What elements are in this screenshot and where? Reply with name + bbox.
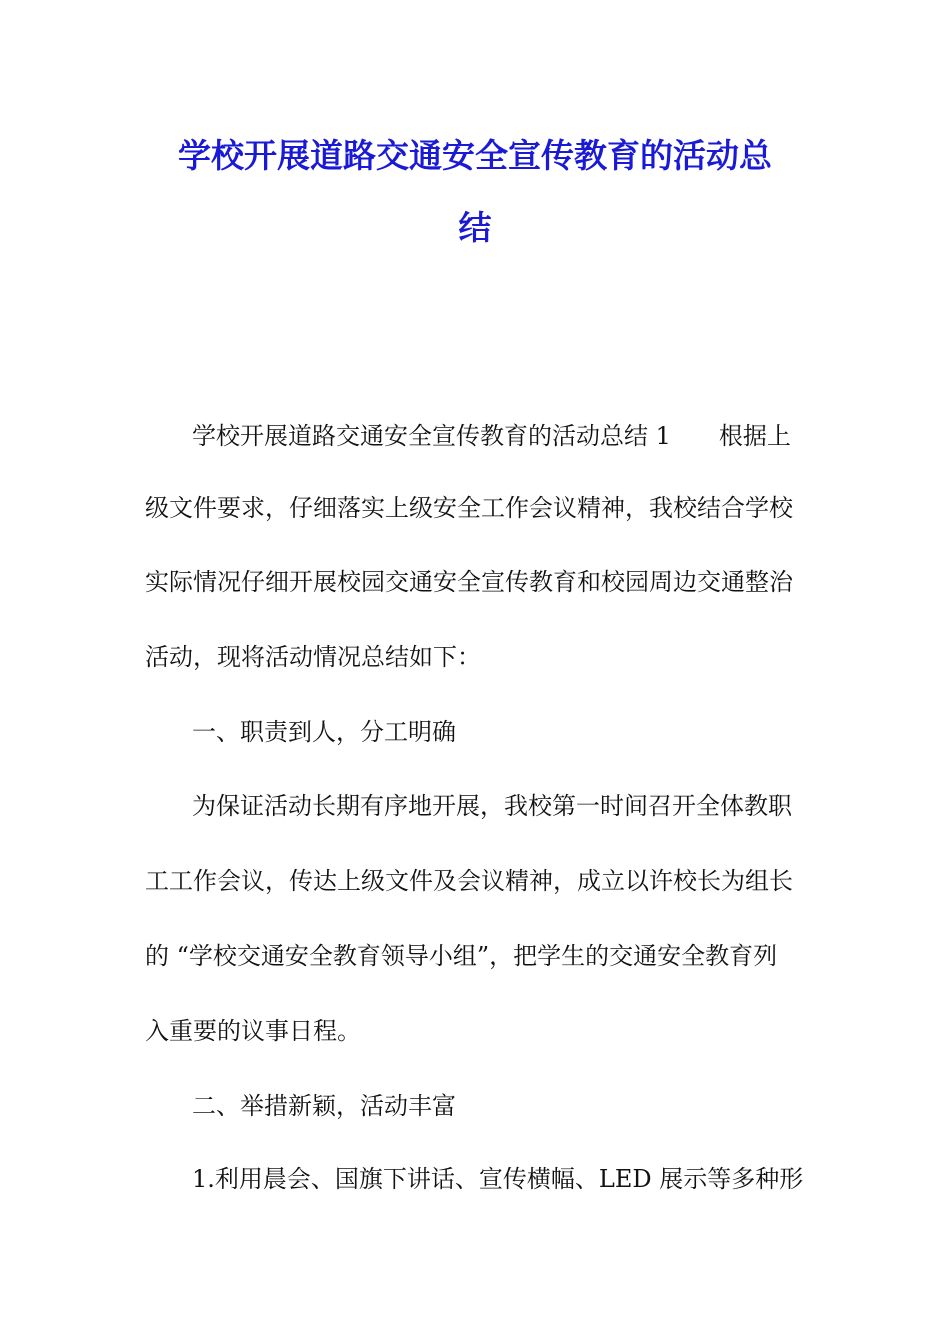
paragraph-1-line-2: 级文件要求，仔细落实上级安全工作会议精神，我校结合学校: [145, 494, 793, 522]
paragraph-1-line-4: 活动，现将活动情况总结如下：: [145, 643, 481, 671]
section-heading-1: 一、职责到人，分工明确: [192, 718, 456, 746]
document-title-line-2: 结: [458, 208, 492, 247]
paragraph-1-line-1-text: 学校开展道路交通安全宣传教育的活动总结 1: [192, 422, 671, 450]
paragraph-1-line-1: [192, 420, 857, 452]
document-title-line-1: 学校开展道路交通安全宣传教育的活动总: [178, 136, 772, 175]
paragraph-1-line-3: 实际情况仔细开展校园交通安全宣传教育和校园周边交通整治: [145, 568, 793, 596]
section-heading-2: 二、举措新颖，活动丰富: [192, 1092, 456, 1120]
paragraph-2-line-4: 入重要的议事日程。: [145, 1017, 361, 1045]
paragraph-2-line-1: 为保证活动长期有序地开展，我校第一时间召开全体教职: [192, 792, 792, 820]
paragraph-1-line-1-tail: 根据上: [718, 422, 791, 450]
paragraph-2-line-3: 的 “学校交通安全教育领导小组”，把学生的交通安全教育列: [145, 942, 778, 970]
paragraph-2-line-2: 工工作会议，传达上级文件及会议精神，成立以许校长为组长: [145, 867, 793, 895]
paragraph-3-line-1: 1.利用晨会、国旗下讲话、宣传横幅、LED 展示等多种形: [192, 1165, 804, 1193]
